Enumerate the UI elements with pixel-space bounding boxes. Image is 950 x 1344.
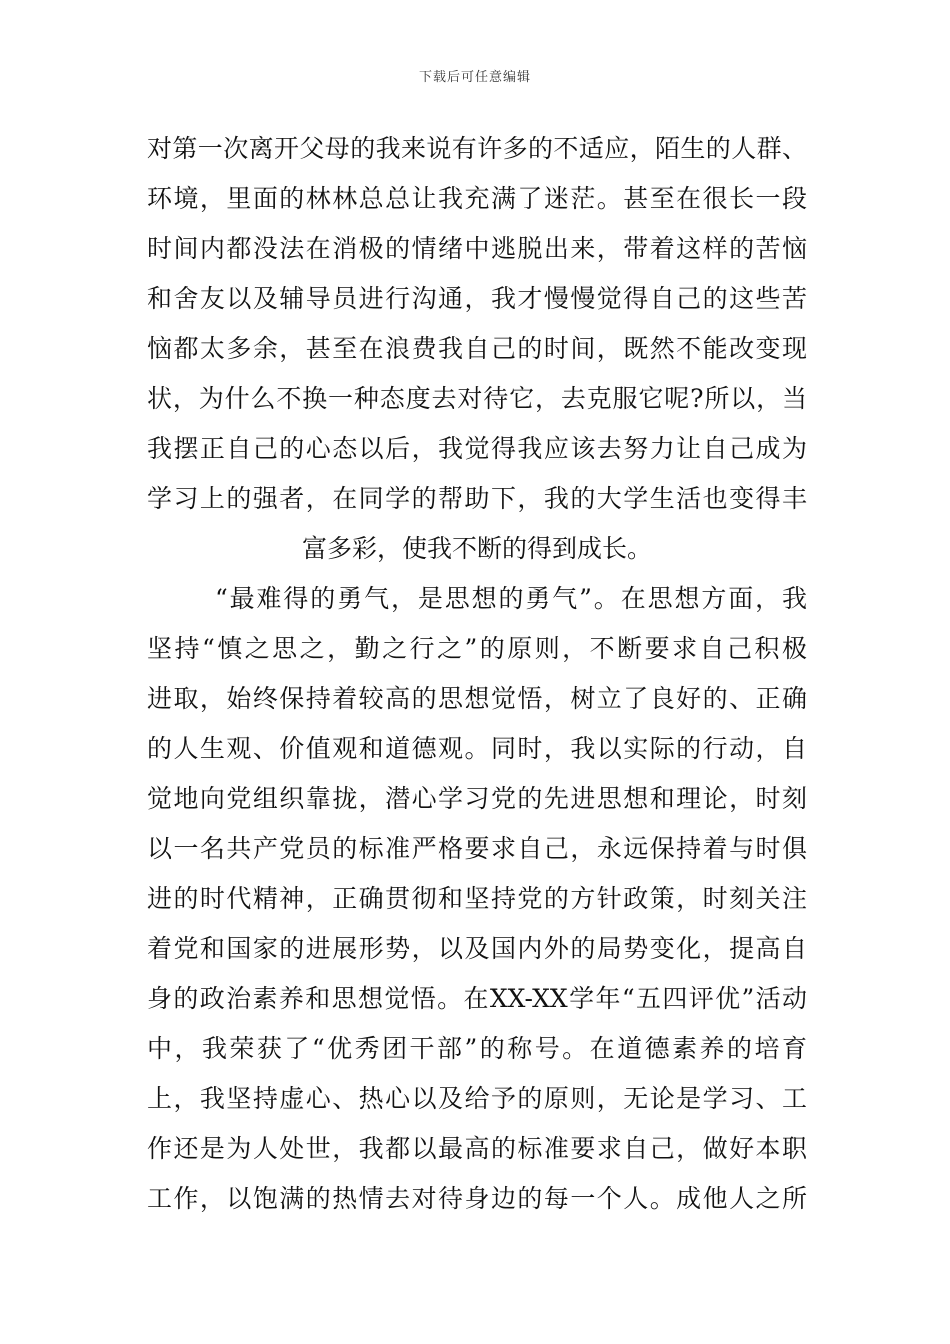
page-header: 下载后可任意编辑 [418, 70, 531, 85]
body-line-9: 富多彩，使我不断的得到成长。 [301, 534, 652, 563]
body-line-20: 上，我坚持虚心、热心以及给予的原则，无论是学习、工 [147, 1084, 807, 1113]
body-line-14: 觉地向党组织靠拢，潜心学习党的先进思想和理论，时刻 [147, 784, 807, 813]
body-line-5: 恼都太多余，甚至在浪费我自己的时间，既然不能改变现 [147, 334, 807, 363]
body-line-16: 进的时代精神，正确贯彻和坚持党的方针政策，时刻关注 [147, 884, 807, 913]
body-line-3: 时间内都没法在消极的情绪中逃脱出来，带着这样的苦恼 [147, 234, 807, 263]
body-line-8: 学习上的强者，在同学的帮助下，我的大学生活也变得丰 [147, 484, 807, 513]
body-line-4: 和舍友以及辅导员进行沟通，我才慢慢觉得自己的这些苦 [147, 284, 807, 313]
body-line-18: 身的政治素养和思想觉悟。在XX-XX学年“五四评优”活动 [147, 984, 807, 1013]
body-line-6: 状，为什么不换一种态度去对待它，去克服它呢?所以，当 [147, 384, 807, 413]
body-line-10: “最难得的勇气，是思想的勇气”。在思想方面，我 [215, 584, 807, 613]
body-line-21: 作还是为人处世，我都以最高的标准要求自己，做好本职 [147, 1134, 807, 1163]
body-line-13: 的人生观、价值观和道德观。同时，我以实际的行动，自 [147, 734, 807, 763]
body-line-11: 坚持“慎之思之，勤之行之”的原则，不断要求自己积极 [147, 634, 807, 663]
body-line-2: 环境，里面的林林总总让我充满了迷茫。甚至在很长一段 [147, 184, 807, 213]
body-line-22: 工作，以饱满的热情去对待身边的每一个人。成他人之所 [147, 1184, 807, 1213]
body-line-19: 中，我荣获了“优秀团干部”的称号。在道德素养的培育 [147, 1034, 807, 1063]
body-line-12: 进取，始终保持着较高的思想觉悟，树立了良好的、正确 [147, 684, 807, 713]
body-line-1: 对第一次离开父母的我来说有许多的不适应，陌生的人群、 [147, 134, 807, 163]
body-line-15: 以一名共产党员的标准严格要求自己，永远保持着与时俱 [147, 834, 807, 863]
body-line-17: 着党和国家的进展形势，以及国内外的局势变化，提高自 [147, 934, 807, 963]
body-line-7: 我摆正自己的心态以后，我觉得我应该去努力让自己成为 [147, 434, 807, 463]
